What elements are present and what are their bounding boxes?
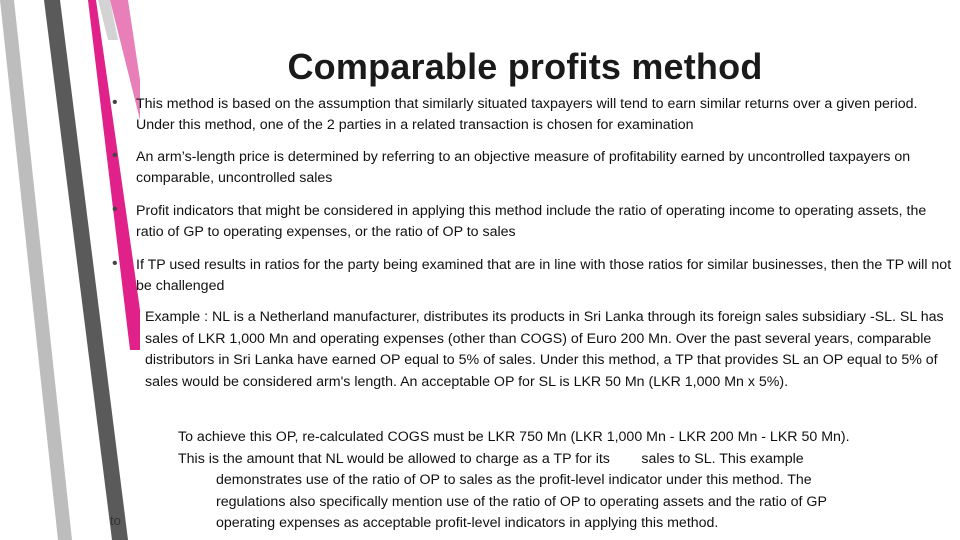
bullet-text: An arm’s-length price is determined by referring to an objective measure of profitability earned by uncontrolled taxpayers on comparable, uncontrolled sales bbox=[136, 149, 911, 186]
followup-line: To achieve this OP, re-calculated COGS must be LKR 750 Mn (LKR 1,000 Mn - LKR 200 Mn - LKR 50 Mn). bbox=[178, 429, 850, 445]
bullet-dot: • bbox=[112, 255, 118, 272]
bullet-dot: • bbox=[112, 94, 118, 111]
decorative-side-bars bbox=[0, 0, 140, 540]
example-paragraph: Example : NL is a Netherland manufacturer, distributes its products in Sri Lanka through its foreign sales subsidiary -SL. SL has sales of LKR 1,000 Mn and operating expenses (other than COGS) of Euro 200 Mn. Over the past several years, comparable distributors in Sri Lanka have earned OP equal to 5% of sales. Under this method, a TP that provides SL an OP equal to 5% of sales would be considered arm's length. An acceptable OP for SL is LKR 50 Mn (LKR 1,000 Mn x 5%). bbox=[145, 309, 944, 390]
bullet-dot: • bbox=[112, 201, 118, 218]
bullet-dot: • bbox=[112, 147, 118, 164]
slide-title: Comparable profits method bbox=[287, 46, 763, 87]
bullet-text: If TP used results in ratios for the party being examined that are in line with those ratios for similar businesses, then the TP will not be challenged bbox=[136, 257, 952, 294]
followup-paragraph bbox=[178, 427, 948, 535]
bullet-text: This method is based on the assumption that similarly situated taxpayers will tend to earn similar returns over a given period. Under this method, one of the 2 parties in a related transaction is chosen for examination bbox=[136, 96, 918, 133]
followup-line: demonstrates use of the ratio of OP to sales as the profit-level indicator under this method. The bbox=[216, 472, 812, 488]
followup-line: operating expenses as acceptable profit-level indicators in applying this method. bbox=[216, 515, 719, 531]
bullet-text: Profit indicators that might be considered in applying this method include the ratio of operating income to operating assets, the ratio of GP to operating expenses, or the ratio of OP to sales bbox=[136, 203, 927, 240]
followup-line: regulations also specifically mention use of the ratio of OP to operating assets and the ratio of GP bbox=[216, 493, 827, 510]
stray-text: to bbox=[110, 513, 121, 528]
followup-line: This is the amount that NL would be allowed to charge as a TP for its sales to SL. This example bbox=[178, 450, 804, 467]
